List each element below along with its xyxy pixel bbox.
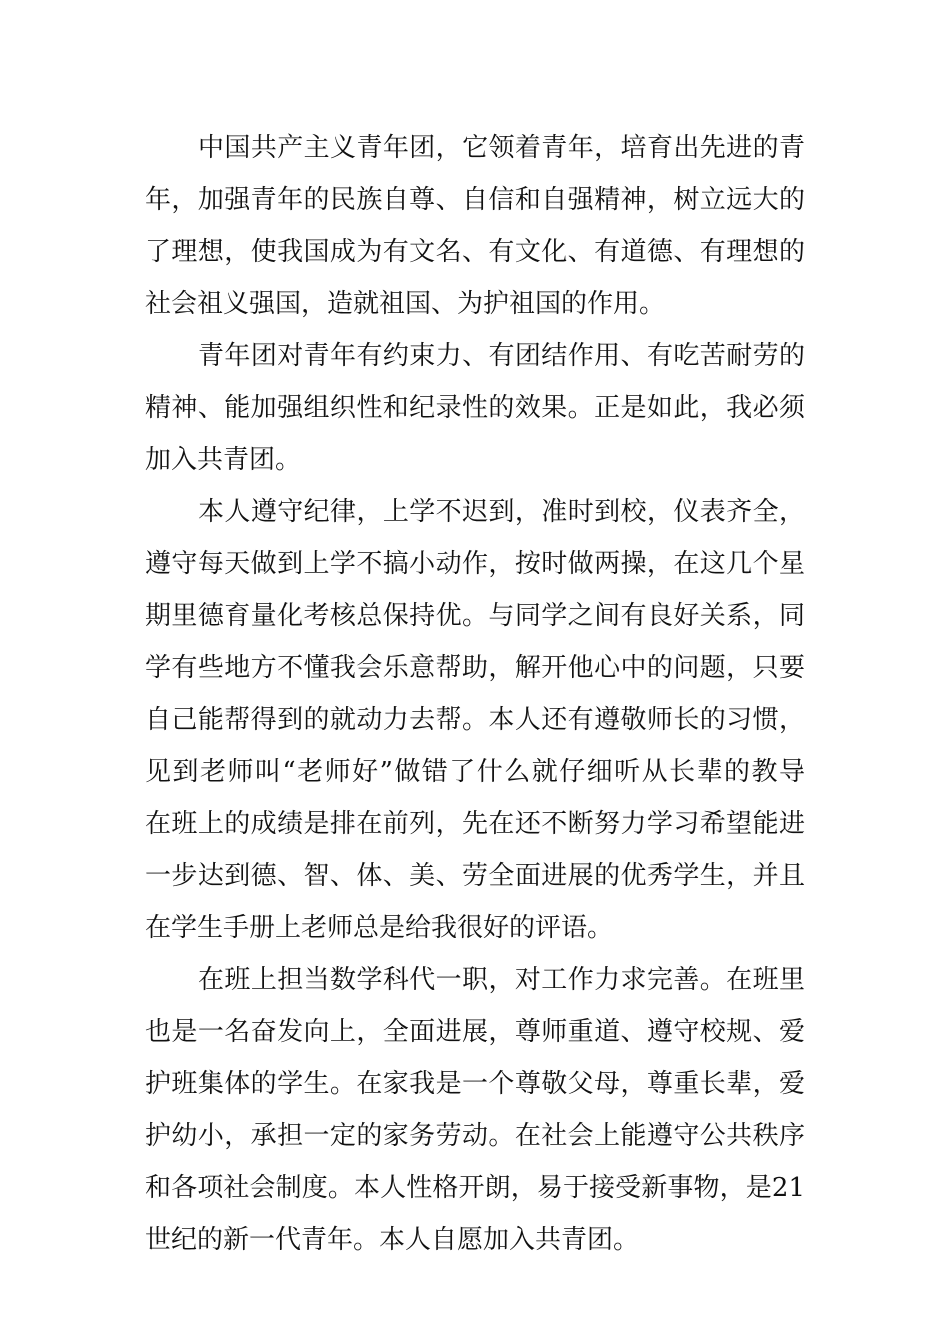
paragraph-line: 在班上的成绩是排在前列，先在还不断努力学习希望能进 — [145, 809, 805, 839]
paragraph-line: 在学生手册上老师总是给我很好的评语。 — [145, 913, 614, 943]
paragraph-line: 见到老师叫“老师好”做错了什么就仔细听从长辈的教导 — [145, 757, 805, 787]
paragraph-line: 学有些地方不懂我会乐意帮助，解开他心中的问题，只要 — [145, 653, 805, 683]
paragraph-line: 护幼小，承担一定的家务劳动。在社会上能遵守公共秩序 — [145, 1121, 805, 1151]
paragraph-line: 精神、能加强组织性和纪录性的效果。正是如此，我必须 — [145, 393, 805, 423]
paragraph-line: 加入共青团。 — [145, 445, 302, 475]
paragraph-line: 期里德育量化考核总保持优。与同学之间有良好关系，同 — [145, 601, 805, 631]
paragraph-line: 自己能帮得到的就动力去帮。本人还有遵敬师长的习惯， — [145, 705, 805, 735]
paragraph-line: 世纪的新一代青年。本人自愿加入共青团。 — [145, 1225, 640, 1255]
paragraph-line: 也是一名奋发向上，全面进展，尊师重道、遵守校规、爱 — [145, 1017, 805, 1047]
paragraph-line: 一步达到德、智、体、美、劳全面进展的优秀学生，并且 — [145, 861, 805, 891]
paragraph-line: 年，加强青年的民族自尊、自信和自强精神，树立远大的 — [145, 185, 805, 215]
paragraph-line: 中国共产主义青年团，它领着青年，培育出先进的青 — [198, 133, 805, 163]
paragraph-line: 在班上担当数学科代一职，对工作力求完善。在班里 — [198, 965, 805, 995]
paragraph-line: 了理想，使我国成为有文名、有文化、有道德、有理想的 — [145, 237, 805, 267]
paragraph-line: 社会祖义强国，造就祖国、为护祖国的作用。 — [145, 289, 666, 319]
paragraph-line: 护班集体的学生。在家我是一个尊敬父母，尊重长辈，爱 — [145, 1069, 805, 1099]
paragraph-line: 和各项社会制度。本人性格开朗，易于接受新事物，是21 — [145, 1173, 805, 1203]
paragraph-line: 青年团对青年有约束力、有团结作用、有吃苦耐劳的 — [198, 341, 805, 371]
paragraph-line: 遵守每天做到上学不搞小动作，按时做两操，在这几个星 — [145, 549, 805, 579]
paragraph-line: 本人遵守纪律，上学不迟到，准时到校，仪表齐全， — [198, 497, 805, 527]
